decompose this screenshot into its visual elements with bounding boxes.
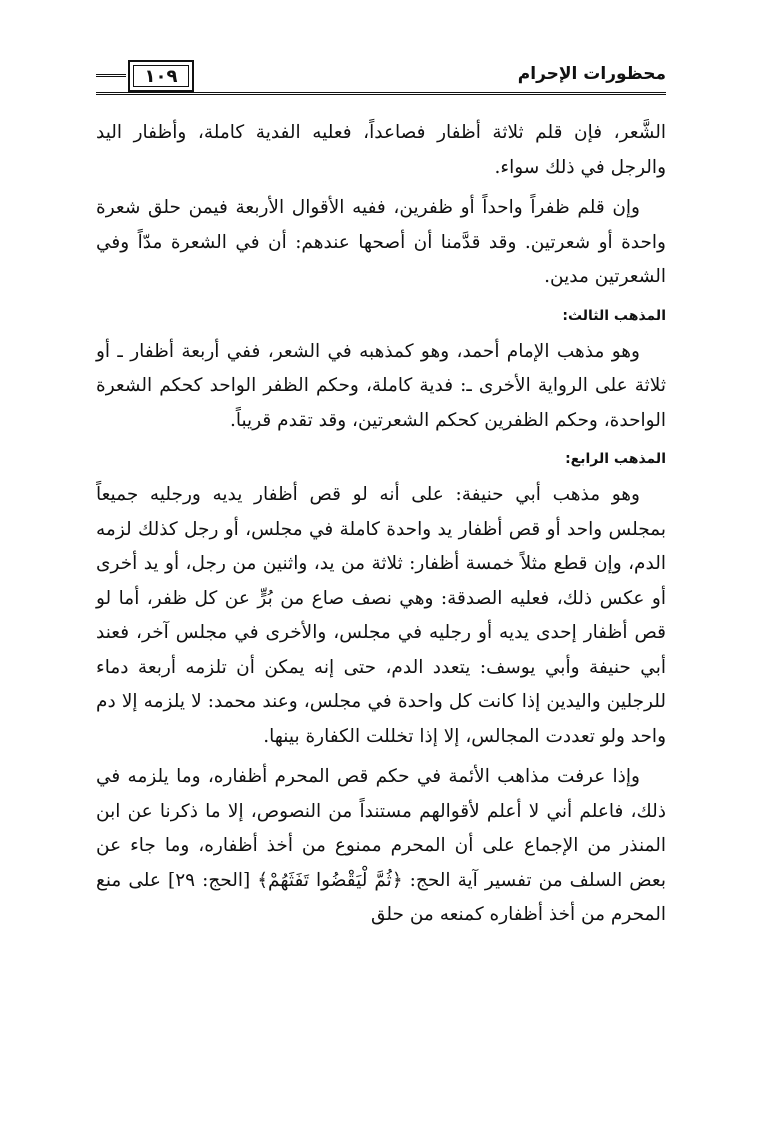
page-number: ١٠٩ — [144, 65, 178, 87]
section-heading-third: المذهب الثالث: — [562, 307, 666, 324]
running-title: محظورات الإحرام — [517, 64, 666, 84]
section-heading-fourth: المذهب الرابع: — [565, 451, 666, 467]
paragraph-2: وإن قلم ظفراً واحداً أو ظفرين، ففيه الأقوال الأربعة فيمن حلق شعرة واحدة أو شعرتين. وقد قدَّمنا أن أصحها عندهم: أن في الشعرة مدّاً وفي الشعرتين مدين. — [96, 197, 666, 287]
header-left-rule — [96, 74, 126, 77]
paragraph-5: وإذا عرفت مذاهب الأئمة في حكم قص المحرم أظفاره، وما يلزمه في ذلك، فاعلم أني لا أعلم لأقوالهم مستنداً من النصوص، إلا ما ذكرنا عن ابن المنذر من الإجماع على أن المحرم ممنوع من أخذ أظفاره، وما جاء عن بعض السلف من تفسير آية الحج: ﴿ثُمَّ لْيَقْضُوا تَفَثَهُمْ﴾ [الحج: ٢٩] على منع المحرم من أخذ أظفاره كمنعه من حلق — [96, 766, 666, 925]
paragraph-3: وهو مذهب الإمام أحمد، وهو كمذهبه في الشعر، ففي أربعة أظفار ـ أو ثلاثة على الرواية الأخرى ـ: فدية كاملة، وحكم الظفر الواحد كحكم الشعرة الواحدة، وحكم الظفرين كحكم الشعرتين، وقد تقدم قريباً. — [96, 340, 666, 431]
paragraph-1: الشَّعر، فإن قلم ثلاثة أظفار فصاعداً، فعليه الفدية كاملة، وأظفار اليد والرجل في ذلك سواء. — [96, 122, 666, 178]
page-header — [96, 58, 666, 98]
page-body — [96, 116, 666, 939]
header-rule — [96, 92, 666, 95]
page-number-box — [128, 60, 194, 92]
paragraph-4: وهو مذهب أبي حنيفة: على أنه لو قص أظفار يديه ورجليه جميعاً بمجلس واحد أو قص أظفار يد واحدة كاملة في مجلس، أو رجل كذلك لزمه الدم، وإن قطع مثلاً خمسة أظفار: ثلاثة من يد، واثنين من رجل، أو يد أخرى أو عكس ذلك، فعليه الصدقة: وهي نصف صاع من بُرٍّ عن كل ظفر، أما لو قص أظفار إحدى يديه أو رجليه في مجلس، والأخرى في مجلس آخر، فعند أبي حنيفة وأبي يوسف: يتعدد الدم، حتى إنه يمكن أن تلزمه أربعة دماء للرجلين واليدين إذا كانت كل واحدة في مجلس، وعند محمد: لا يلزمه إلا دم واحد ولو تعددت المجالس، إلا إذا تخللت الكفارة بينها. — [96, 484, 666, 747]
